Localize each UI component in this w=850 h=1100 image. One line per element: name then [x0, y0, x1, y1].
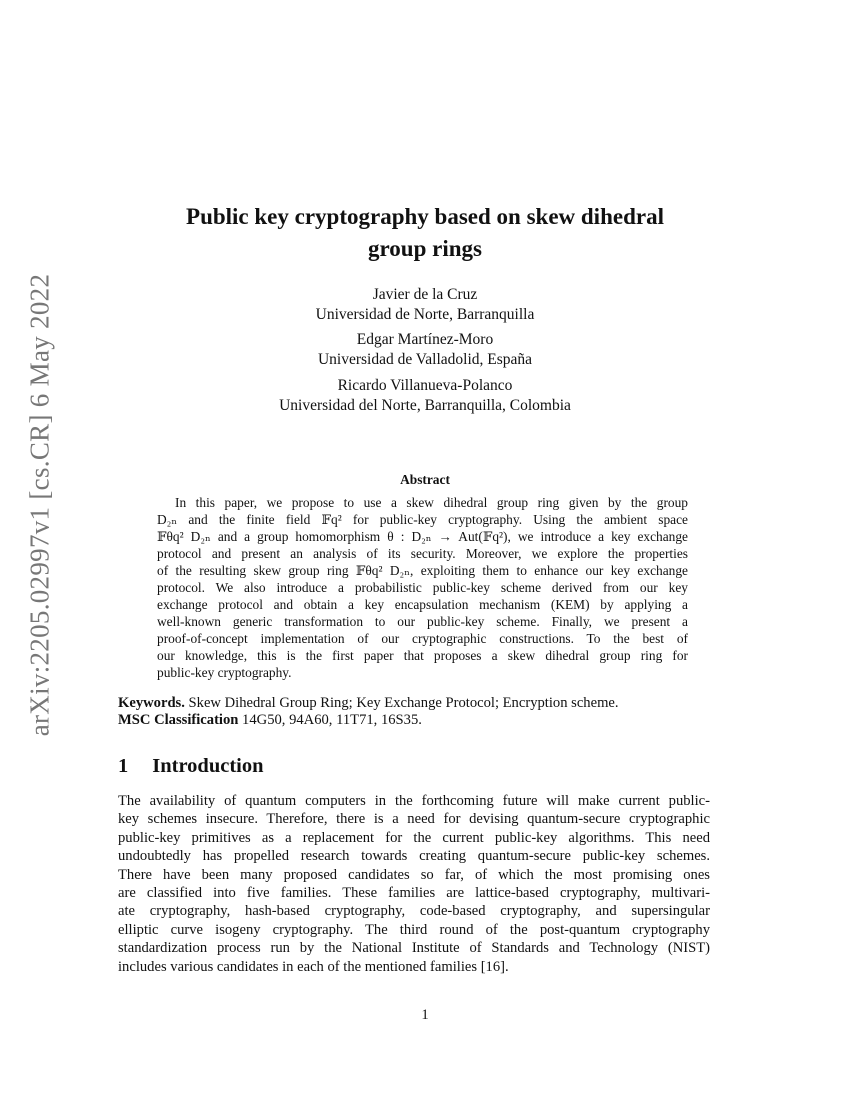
abstract-line: public-key cryptography.	[157, 665, 292, 680]
abstract-line: well-known generic transformation to our public-key scheme. Finally, we present a	[157, 614, 688, 629]
abstract-line: protocol. We also introduce a probabilistic public-key scheme derived from our key	[157, 580, 688, 595]
section-title: Introduction	[152, 755, 264, 777]
abstract-line: protocol and present an analysis of its security. Moreover, we explore the properties	[157, 546, 688, 561]
abstract-line: D₂ₙ and the finite field 𝔽q² for public-key cryptography. Using the ambient space	[157, 512, 688, 527]
intro-line: There have been many proposed candidates so far, of which the most promising ones	[118, 867, 710, 883]
author-name: Ricardo Villanueva-Polanco	[337, 377, 513, 394]
intro-line: includes various candidates in each of the mentioned families [16].	[118, 959, 509, 975]
paper-title-line-2: group rings	[368, 236, 482, 261]
abstract-line: proof-of-concept implementation of our cryptographic constructions. To the best of	[157, 631, 688, 646]
keywords-text: Skew Dihedral Group Ring; Key Exchange Protocol; Encryption scheme.	[184, 695, 619, 711]
arxiv-stamp: arXiv:2205.02997v1 [cs.CR] 6 May 2022	[24, 273, 55, 737]
author-affiliation: Universidad del Norte, Barranquilla, Colombia	[279, 397, 571, 414]
abstract-heading: Abstract	[400, 472, 450, 487]
intro-line: undoubtedly has propelled research towards creating quantum-secure public-key schemes.	[118, 848, 710, 864]
msc-text: 14G50, 94A60, 11T71, 16S35.	[238, 712, 422, 728]
intro-line: elliptic curve isogeny cryptography. The third round of the post-quantum cryptography	[118, 922, 710, 938]
section-heading	[118, 755, 264, 778]
page-number: 1	[421, 1007, 429, 1023]
keywords-label: Keywords.	[118, 695, 185, 711]
paper-title-line-1: Public key cryptography based on skew dihedral	[186, 204, 664, 229]
intro-line: key schemes insecure. Therefore, there is a need for devising quantum-secure cryptographic	[118, 811, 710, 827]
abstract-line: our knowledge, this is the first paper that proposes a skew dihedral group ring for	[157, 648, 688, 663]
section-number: 1	[118, 755, 129, 777]
msc-label: MSC Classification	[118, 712, 239, 728]
intro-line: The availability of quantum computers in the forthcoming future will make current public-	[118, 793, 710, 809]
abstract-line: exchange protocol and obtain a key encapsulation mechanism (KEM) by applying a	[157, 597, 688, 612]
abstract-line: In this paper, we propose to use a skew dihedral group ring given by the group	[175, 495, 688, 510]
author-name: Edgar Martínez-Moro	[356, 331, 494, 348]
intro-line: ate cryptography, hash-based cryptography, code-based cryptography, and supersingular	[118, 903, 710, 919]
intro-line: public-key primitives as a replacement for the current public-key algorithms. This need	[118, 830, 710, 846]
author-affiliation: Universidad de Norte, Barranquilla	[315, 306, 535, 323]
keywords	[118, 695, 619, 712]
intro-line: standardization process run by the National Institute of Standards and Technology (NIST)	[118, 940, 710, 956]
intro-line: are classified into five families. These families are lattice-based cryptography, multivari-	[118, 885, 710, 901]
author-name: Javier de la Cruz	[372, 286, 478, 303]
abstract-line: of the resulting skew group ring 𝔽θq² D₂ₙ, exploiting them to enhance our key exchange	[157, 563, 688, 578]
abstract-line: 𝔽θq² D₂ₙ and a group homomorphism θ : D₂ₙ → Aut(𝔽q²), we introduce a key exchange	[157, 529, 688, 544]
msc-classification	[118, 712, 422, 729]
author-affiliation: Universidad de Valladolid, España	[317, 351, 533, 368]
